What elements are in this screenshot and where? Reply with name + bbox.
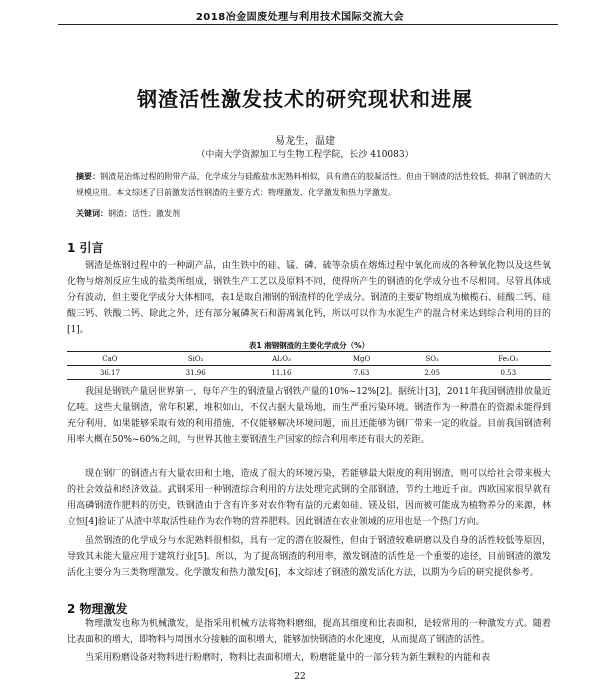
- table-header-cell: MgO: [324, 352, 398, 366]
- keywords-label: 关键词：: [76, 209, 108, 218]
- table-header-cell: SO₃: [399, 352, 466, 366]
- body-paragraph: 虽然钢渣的化学成分与水泥熟料很相似，具有一定的潜在胶凝性，但由于钢渣较难研磨以及自身的活性较低等原因，导致其未能大量应用于建筑行业[5]。所以，为了提高钢渣的利用率，激发钢渣的活性是一个重要的途径，目前钢渣的激发活化主要分为三类物理激发、化学激发和热力激发[6]，本文综述了钢渣的激发活化方法，以期为今后的研究提供参考。: [67, 536, 551, 578]
- table-cell: 11.16: [239, 366, 325, 380]
- body-paragraph: 我国是钢铁产量居世界第一，每年产生的钢渣量占钢铁产量的10%~12%[2]。据统计[3]，2011年我国钢渣排放量近亿吨。这些大量钢渣，常年积累，堆积如山，不仅占据大量场地，而生严重污染环境。钢渣作为一种潜在的资源未能得到充分利用，如果能够采取有效的利用措施，不仅能够解决环境问题，而且还能够为钢厂带来一定的收益。目前我国钢渣利用率大概在50%~60%之间，与世界其他主要钢渣生产国家的综合利用率还有很大的差距。: [67, 387, 551, 445]
- section-2-heading: 2 物理激发: [67, 602, 128, 616]
- table-header-cell: Fe₂O₃: [466, 352, 552, 366]
- paper-title: 钢渣活性激发技术的研究现状和进展: [137, 87, 473, 111]
- table-header-cell: CaO: [67, 352, 153, 366]
- abstract-label: 摘要：: [76, 172, 101, 181]
- body-paragraph: 物理激发也称为机械激发，是指采用机械方法将物料磨细，提高其细度和比表面积，是较常用的一种激发方式。随着比表面积的增大，即物料与周围水分接触的面积增大，能够加快钢渣的水化速度，从而提高了钢渣的活性。: [67, 619, 551, 645]
- abstract-text: 钢渣是冶炼过程的附带产品，化学成分与硅酸盐水泥熟料相似，具有潜在的胶凝活性。但由于钢渣的活性较低，抑制了钢渣的大规模应用。本文综述了目前激发活性钢渣的主要方式：物理激发、化学激发和热力学激发。: [76, 172, 551, 197]
- table-cell: 7.63: [324, 366, 398, 380]
- affiliation: （中南大学资源加工与生物工程学院，长沙 410083）: [196, 150, 414, 160]
- keywords-text: 钢渣；活性；激发剂: [108, 209, 180, 218]
- table-cell: 31.96: [153, 366, 239, 380]
- table-row: [67, 366, 551, 380]
- table-cell: 0.53: [466, 366, 552, 380]
- table-header-row: [67, 352, 551, 366]
- section-1-paragraph: 钢渣是炼钢过程中的一种副产品，由生铁中的硅、锰、磷、硫等杂质在熔炼过程中氧化而成的各种氧化物以及这些氧化物与熔剂反应生成的盐类所组成，钢铁生产工艺以及原料不同，使得所产生的钢渣的化学成分也不尽相同。尽管具体成分有波动，但主要化学成分大体相同，表1是取自湘钢的钢渣样的化学成分。钢渣的主要矿物组成为橄榄石、硅酸二钙、硅酸三钙、铁酸二钙、除此之外，还有部分氟磷灰石和游离氧化钙，所以可以作为水泥生产的混合材来达到综合利用的目的[1]。: [67, 261, 551, 335]
- body-paragraph: 当采用粉磨设备对物料进行粉磨时，物料比表面积增大，粉磨能量中的一部分转为新生颗粒的内能和表: [85, 653, 491, 663]
- abstract: [76, 169, 551, 201]
- authors: 易龙生，温建: [275, 136, 335, 147]
- table-1-caption: 表1 湘钢钢渣的主要化学成分（%）: [248, 341, 370, 350]
- section-1-heading: 1 引言: [67, 241, 104, 255]
- header-rule: [58, 24, 558, 25]
- body-paragraph: 现在钢厂的钢渣占有大量农田和土地，造成了很大的环境污染，若能够最大限度的利用钢渣，则可以给社会带来极大的社会效益和经济效益。武钢采用一种钢渣综合利用的方法处理完武钢的全部钢渣，节约土地近千亩。西欧国家很早就有用高磷钢渣作肥料的历史，铁钢渣由于含有许多对农作物有益的元素如硅、镁及铝，因而被可能成为植物养分的来源，林立恒[4]验证了从渣中萃取活性硅作为农作物的营养肥料。因此钢渣在农业领域的应用也是一个热门方向。: [67, 469, 551, 527]
- page-number: 22: [294, 672, 306, 682]
- keywords: [76, 208, 551, 219]
- table-header-cell: Al₂O₃: [239, 352, 325, 366]
- table-1: [67, 351, 551, 380]
- table-cell: 2.05: [399, 366, 466, 380]
- table-header-cell: SiO₂: [153, 352, 239, 366]
- running-head: 2018冶金固废处理与利用技术国际交流大会: [195, 12, 405, 23]
- table-cell: 36.17: [67, 366, 153, 380]
